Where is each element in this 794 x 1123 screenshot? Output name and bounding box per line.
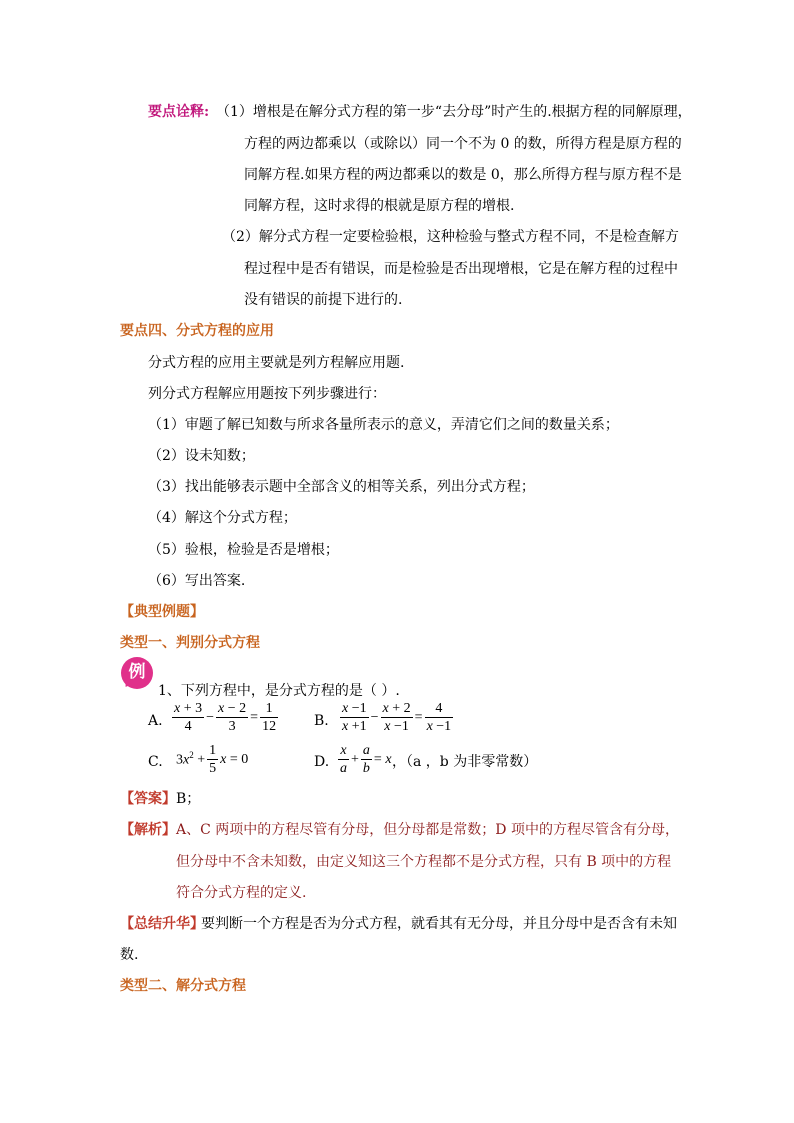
step-1: （1）审题了解已知数与所求各量所表示的意义，弄清它们之间的数量关系； [148,417,619,433]
type2-heading: 类型二、解分式方程 [120,978,246,994]
type1-heading: 类型一、判别分式方程 [120,635,260,651]
option-c-equation: $3x^2$ + $\frac{1}{5}$ x = 0 [176,743,249,776]
answer-value: B； [176,791,201,807]
option-d-equation: $\frac{x}{a}$ + $\frac{a}{b}$ = x [340,743,392,776]
step-3: （3）找出能够表示题中全部含义的相等关系，列出分式方程； [148,479,535,495]
summary-label: 【总结升华】 [120,916,204,932]
step-5: （5）验根，检验是否是增根； [148,542,339,558]
option-a-equation: $\frac{x + 3}{4}$ − $\frac{x - 2}{3}$ = $\frac{1}{12}$ [174,701,277,734]
analysis-label: 【解析】 [120,822,176,838]
examples-heading: 【典型例题】 [120,604,204,620]
option-d-label: D. [314,754,330,770]
example-badge-icon: 例 [121,657,153,689]
note-p1-line4: 同解方程，这时求得的根就是原方程的增根. [244,198,515,214]
note-p2-line2: 程过程中是否有错误，而是检验是否出现增根，它是在解方程的过程中 [244,261,678,277]
step-2: （2）设未知数； [148,448,255,464]
analysis-line2: 但分母中不含未知数，由定义知这三个方程都不是分式方程，只有 B 项中的方程 [176,854,672,870]
option-d-note: ，（a ，b 为非零常数） [392,754,538,770]
option-b-label: B. [314,713,329,729]
analysis-line3: 符合分式方程的定义. [176,885,307,901]
option-b-equation: $\frac{x -1}{x +1}$ − $\frac{x + 2}{x -1}$ = $\frac{4}{x -1}$ [342,701,452,734]
answer-label: 【答案】 [120,791,176,807]
note-p1-line3: 同解方程.如果方程的两边都乘以的数是 0，那么所得方程与原方程不是 [244,167,682,183]
note-p2-line1: （2）解分式方程一定要检验根，这种检验与整式方程不同，不是检查解方 [222,229,679,245]
question-text: 1、下列方程中，是分式方程的是（ ）. [158,683,400,699]
summary-line1: 要判断一个方程是否为分式方程，就看其有无分母，并且分母中是否含有未知 [201,916,677,932]
section4-steps-intro: 列分式方程解应用题按下列步骤进行： [148,386,386,402]
summary-line2: 数. [120,947,139,963]
note-p2-line3: 没有错误的前提下进行的. [244,292,403,308]
option-a-label: A. [148,713,163,729]
note-p1-line1: （1）增根是在解分式方程的第一步“去分母”时产生的.根据方程的同解原理， [216,104,692,120]
step-4: （4）解这个分式方程； [148,510,297,526]
section4-intro: 分式方程的应用主要就是列方程解应用题. [148,355,405,371]
option-c-label: C. [148,754,163,770]
section4-heading: 要点四、分式方程的应用 [120,323,274,339]
note-p1-line2: 方程的两边都乘以（或除以）同一个不为 0 的数，所得方程是原方程的 [244,136,682,152]
step-6: （6）写出答案. [148,573,246,589]
note-label: 要点诠释: [148,104,210,120]
analysis-line1: A、C 两项中的方程尽管有分母，但分母都是常数；D 项中的方程尽管含有分母， [176,822,679,838]
